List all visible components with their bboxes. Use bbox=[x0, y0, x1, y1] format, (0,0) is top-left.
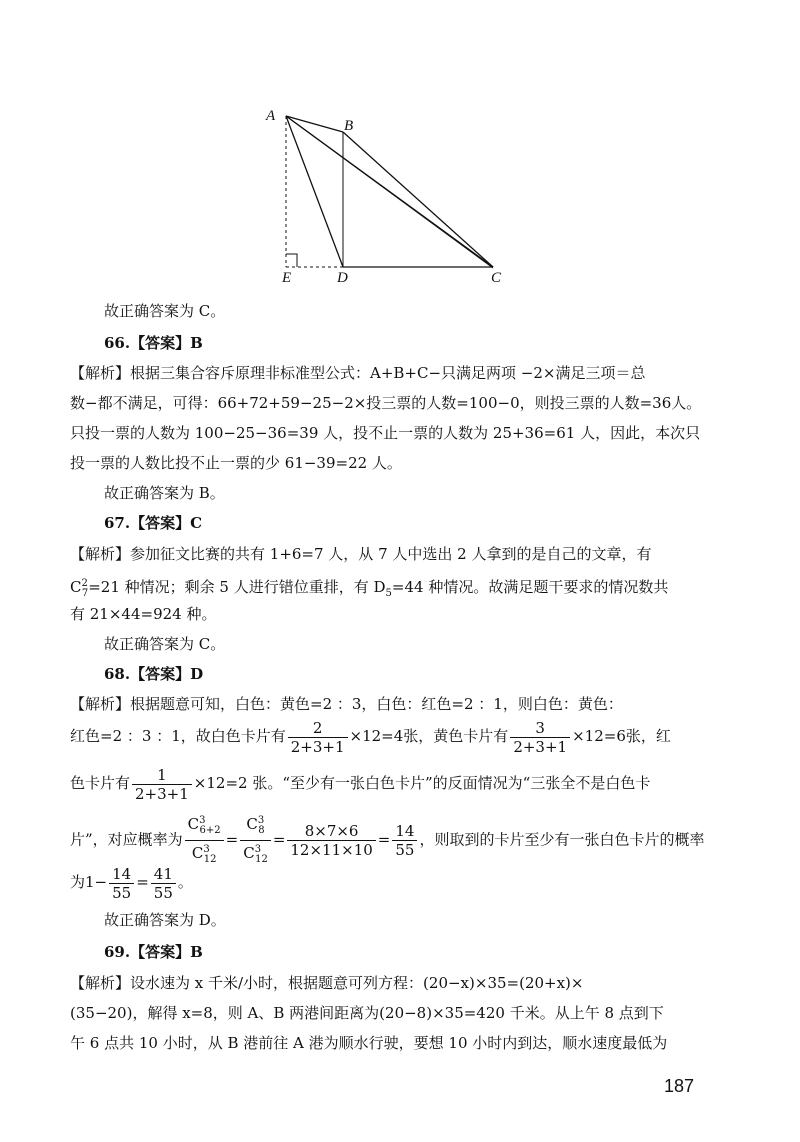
q68-analysis-line1: 【解析】根据题意可知，白色：黄色=2 ：3，白色：红色=2 ：1，则白色：黄色： bbox=[70, 695, 623, 713]
q68-line4-end: ，则取到的卡片至少有一张白色卡片的概率 bbox=[419, 830, 705, 849]
q69-answer-heading: 69.【答案】B bbox=[104, 943, 203, 961]
q67-analysis-line1: 【解析】参加征文比赛的共有 1+6=7 人，从 7 人中选出 2 人拿到的是自己的文章，有 bbox=[70, 545, 652, 563]
q68-line2-start: 红色=2 ：3 ：1，故白色卡片有 bbox=[70, 727, 286, 745]
q66-conclusion: 故正确答案为 B。 bbox=[104, 484, 225, 502]
label-b: B bbox=[344, 118, 354, 134]
q68-line2-end: ×12=6张，红 bbox=[572, 727, 671, 745]
combination-c: C bbox=[70, 578, 82, 596]
q67-line2-end: =44 种情况。故满足题干要求的情况数共 bbox=[391, 578, 669, 596]
q65-conclusion: 故正确答案为 C。 bbox=[104, 302, 226, 320]
q66-analysis-line3: 只投一票的人数为 100−25−36=39 人，投不止一票的人数为 25+36=61 人，因此，本次只 bbox=[70, 424, 701, 442]
label-a: A bbox=[266, 108, 276, 124]
q68-analysis-line3 bbox=[70, 765, 650, 803]
q67-analysis-line3: 有 21×44=924 种。 bbox=[70, 605, 217, 623]
q68-line3-end: ×12=2 张。“至少有一张白色卡片”的反面情况为“三张全不是白色卡 bbox=[193, 774, 651, 792]
q68-line5-start: 为1− bbox=[70, 873, 108, 891]
q67-analysis-line2: $C^2_7=21$ 种情况；剩余 5 人进行错位重排，有 $D_5=44$ 种情况。故满足题干要求的情况数共 bbox=[70, 578, 669, 599]
segment-ac-2 bbox=[286, 116, 493, 268]
q67-conclusion: 故正确答案为 C。 bbox=[104, 635, 226, 653]
q69-analysis-line3: 午 6 点共 10 小时，从 B 港前往 A 港为顺水行驶，要想 10 小时内到达，顺水速度最低为 bbox=[70, 1034, 668, 1052]
q66-analysis-line4: 投一票的人数比投不止一票的少 61−39=22 人。 bbox=[70, 454, 402, 472]
q67-answer-heading: 67.【答案】C bbox=[104, 514, 203, 532]
q68-answer-heading: 68.【答案】D bbox=[104, 665, 204, 683]
fraction-prob-2: $\frac{C^3_8}{C^3_{12}}$ bbox=[240, 812, 271, 869]
q68-line5-end: 。 bbox=[177, 873, 193, 891]
q67-line2-mid: =21 种情况；剩余 5 人进行错位重排，有 D bbox=[88, 578, 386, 596]
fraction-prob-1: $\frac{C^3_{6+2}}{C^3_{12}}$ bbox=[185, 812, 224, 869]
q68-conclusion: 故正确答案为 D。 bbox=[104, 911, 226, 929]
q69-analysis-line2: (35−20)，解得 x=8，则 A、B 两港间距离为(20−8)×35=420 千米。从上午 8 点到下 bbox=[70, 1004, 664, 1022]
q68-analysis-line5: 为1− $\frac{14}{55}$ = $\frac{41}{55}$ 。 bbox=[70, 864, 193, 902]
fraction-prob-4: $\frac{14}{55}$ bbox=[392, 822, 417, 859]
q66-answer-heading: 66.【答案】B bbox=[104, 334, 203, 352]
segment-bc bbox=[343, 132, 493, 267]
fraction-white: $\frac{2}{2+3+1}$ bbox=[288, 719, 348, 756]
right-angle-mark bbox=[286, 254, 297, 267]
label-e: E bbox=[282, 270, 292, 286]
label-c: C bbox=[491, 270, 502, 286]
q68-line4-start: 片”，对应概率为 bbox=[70, 830, 183, 849]
fraction-prob-6: $\frac{41}{55}$ bbox=[151, 865, 176, 902]
triangle-figure bbox=[250, 100, 530, 295]
fraction-yellow: $\frac{3}{2+3+1}$ bbox=[510, 719, 570, 756]
segment-ab bbox=[286, 116, 343, 132]
q68-analysis-line2 bbox=[70, 718, 671, 756]
q68-line2-mid: ×12=4张，黄色卡片有 bbox=[349, 727, 509, 745]
fraction-prob-3: $\frac{8\times 7\times 6}{12\times 11\times 10}$ bbox=[287, 822, 375, 859]
fraction-red: $\frac{1}{2+3+1}$ bbox=[132, 766, 192, 803]
page-number: 187 bbox=[664, 1076, 695, 1096]
fraction-prob-5: $\frac{14}{55}$ bbox=[109, 865, 134, 902]
q68-line3-start: 色卡片有 bbox=[70, 774, 131, 792]
segment-ad bbox=[286, 116, 343, 267]
label-d: D bbox=[337, 270, 348, 286]
q68-analysis-line4: 片”，对应概率为 $\frac{C^3_{6+2}}{C^3_{12}}$ = $\frac{C^3_8}{C^3_{12}}$ = $\frac{8\times 7\times 6}{12\times 11\times 10}$ = $\frac{14}{55}$ ，则取到的卡片至少有一张白色卡片的概率 bbox=[70, 812, 704, 869]
q66-analysis-line2: 数−都不满足，可得：66+72+59−25−2×投三票的人数=100−0，则投三票的人数=36人。 bbox=[70, 394, 702, 412]
q69-analysis-line1: 【解析】设水速为 x 千米/小时，根据题意可列方程：(20−x)×35=(20+x)× bbox=[70, 974, 584, 992]
q66-analysis-line1: 【解析】根据三集合容斥原理非标准型公式：A+B+C−只满足两项 −2×满足三项＝总 bbox=[70, 364, 646, 382]
